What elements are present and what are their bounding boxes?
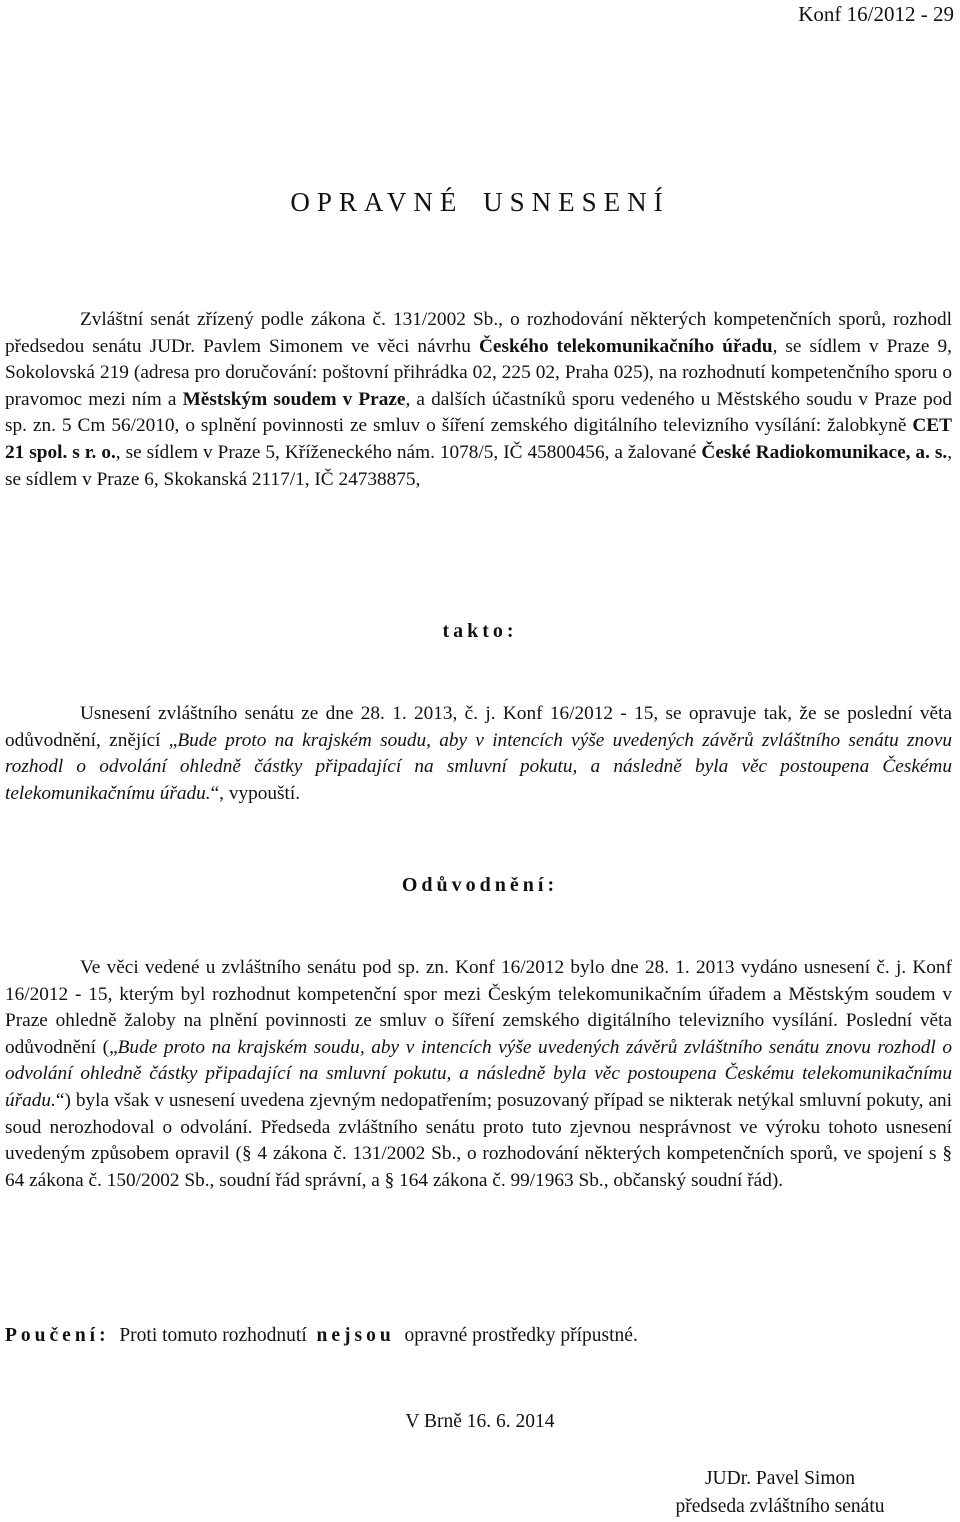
instruction-label: Poučení: xyxy=(5,1325,110,1346)
intro-text-3: , a dalších účastníků sporu vedeného u Městského soudu v Praze pod sp. zn. 5 Cm 56/2010, o splnění povinnosti ze smluv o šíření zemského digitálního televizního vysílání: žalobkyně xyxy=(5,388,953,437)
signature-name: JUDr. Pavel Simon xyxy=(704,1468,856,1489)
reasoning-text-2: “) byla však v usnesení uvedena zjevným nedopatřením; posuzovaný případ se nikterak netýkal smluvní pokuty, ani soud nerozhodoval o odvolání. Předseda zvláštního senátu proto tuto zjevnou nesprávnost ve výroku tohoto usnesení uvedeným způsobem opravil (§ 4 zákona č. 131/2002 Sb., o rozhodování některých kompetenčních sporů, ve spojení s § 64 zákona č. 150/2002 Sb., soudní řád správní, a § 164 zákona č. 99/1963 Sb., občanský soudní řád). xyxy=(5,1089,952,1191)
party-defendant: České Radiokomunikace, a. s. xyxy=(701,441,948,463)
document-title: OPRAVNÉ USNESENÍ xyxy=(290,187,670,217)
verdict-paragraph xyxy=(5,701,952,807)
verdict-quote: Bude proto na krajském soudu, aby v intencích výše uvedených závěrů zvláštního senátu znovu rozhodl o odvolání ohledně částky připadající na smluvní pokutu, a následně byla věc postoupena Českému telekomunikačnímu úřadu. xyxy=(5,729,952,804)
reasoning-paragraph xyxy=(5,955,952,1194)
intro-text-5: , se sídlem v Praze 6, Skokanská 2117/1, IČ 24738875, xyxy=(5,441,953,490)
reasoning-quote: Bude proto na krajském soudu, aby v intencích výše uvedených závěrů zvláštního senátu znovu rozhodl o odvolání ohledně částky připadající na smluvní pokutu, a následně byla věc postoupena Českému telekomunikačnímu úřadu. xyxy=(5,1036,952,1111)
signature-block xyxy=(640,1465,920,1521)
verdict-text-2: “, vypouští. xyxy=(210,782,301,804)
instruction-line xyxy=(5,1325,638,1347)
intro-paragraph xyxy=(5,307,952,493)
intro-text-1: Zvláštní senát zřízený podle zákona č. 131/2002 Sb., o rozhodování některých kompetenčních sporů, rozhodl předsedou senátu JUDr. Pavlem Simonem ve věci návrhu xyxy=(5,309,952,357)
verdict-text-1: Usnesení zvláštního senátu ze dne 28. 1. 2013, č. j. Konf 16/2012 - 15, se opravuje tak, že se poslední věta odůvodnění, znějící „ xyxy=(5,703,952,751)
party-plaintiff: CET 21 spol. s r. o. xyxy=(5,415,952,463)
signature-role: předseda zvláštního senátu xyxy=(675,1496,885,1517)
reasoning-text-1: Ve věci vedené u zvláštního senátu pod sp. zn. Konf 16/2012 bylo dne 28. 1. 2013 vydáno usnesení č. j. Konf 16/2012 - 15, kterým byl rozhodnut kompetenční spor mezi Českým telekomunikačním úřadem a Městským soudem v Praze ohledně žaloby na plnění povinnosti ze smluv o šíření zemského digitálního televizního vysílání. Poslední věta odůvodnění („ xyxy=(5,957,952,1058)
case-reference: Konf 16/2012 - 29 xyxy=(798,2,954,26)
intro-text-2: , se sídlem v Praze 9, Sokolovská 219 (adresa pro doručování: poštovní přihrádka 02, 225 02, Praha 025), na rozhodnutí kompetenčního sporu o pravomoc mezi ním a xyxy=(5,335,952,410)
instruction-negation: nejsou xyxy=(316,1325,395,1346)
party-ctu: Českého telekomunikačního úřadu xyxy=(478,335,773,357)
intro-text-4: , se sídlem v Praze 5, Kříženeckého nám. 1078/5, IČ 45800456, a žalované xyxy=(115,441,702,463)
instruction-text-1: Proti tomuto rozhodnutí xyxy=(119,1325,307,1346)
instruction-text-2: opravné prostředky přípustné. xyxy=(404,1325,638,1346)
party-court: Městským soudem v Praze xyxy=(182,388,406,410)
heading-takto: takto: xyxy=(442,620,518,642)
heading-oduvodneni: Odůvodnění: xyxy=(401,874,559,896)
place-date: V Brně 16. 6. 2014 xyxy=(405,1411,555,1432)
